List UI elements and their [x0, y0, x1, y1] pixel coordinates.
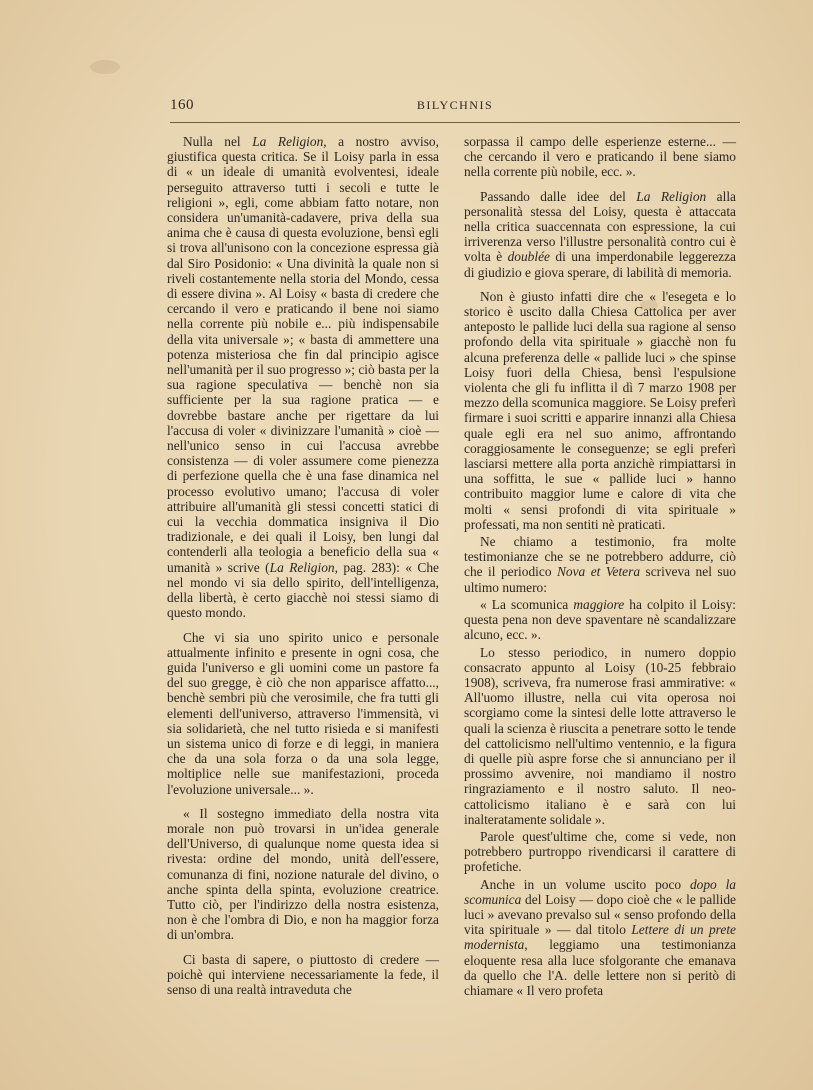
page-number: 160: [170, 97, 194, 113]
header-rule: [170, 122, 740, 123]
paragraph: sorpassa il campo delle esperienze esterne... — che cercando il vero e praticando il bene siamo nella corrente più nobile, ecc. ».: [464, 134, 736, 180]
paragraph: Ne chiamo a testimonio, fra molte testimonianze che se ne potrebbero addurre, ciò che il periodico Nova et Vetera scriveva nel suo ultimo numero:: [464, 534, 736, 595]
paragraph: « Il sostegno immediato della nostra vita morale non può trovarsi in un'idea generale dell'Universo, di qualunque nome questa idea si rivesta: ordine del mondo, unità dell'essere, comunanza di fini, nozione naturale del divino, o anche spinta della spinta, evoluzione creatrice. Tutto ciò, per l'indirizzo della nostra esistenza, non è che l'ombra di Dio, e non ha maggior forza di un'ombra.: [167, 805, 439, 943]
right-column: [464, 134, 736, 1007]
left-column: [167, 134, 439, 1006]
paragraph: Ci basta di sapere, o piuttosto di credere — poichè qui interviene necessariamente la fede, il senso di una realtà intraveduta che: [167, 951, 439, 997]
running-head: BILYCHNIS: [416, 98, 494, 112]
paragraph: Parole quest'ultime che, come si vede, non potrebbero purtroppo rivendicarsi il carattere di profetiche.: [464, 828, 736, 875]
page-header: [170, 97, 740, 119]
paragraph: Lo stesso periodico, in numero doppio consacrato appunto al Loisy (10-25 febbraio 1908), scriveva, fra numerose frasi ammirative: « All'uomo illustre, nella cui vita operosa noi scorgiamo come la sintesi delle lotte attraverso le quali la scienza è riuscita a penetrare sotto le tende del cattolicismo nell'ultimo ventennio, e la figura di quelle più aspre forse che si annunciano per il prossimo avvenire, noi mandiamo il nostro ringraziamento e il nostro saluto. Il neo-cattolicismo italiano è e sarà con lui inalteratamente solidale ».: [464, 644, 736, 827]
paragraph: Non è giusto infatti dire che « l'esegeta e lo storico è uscito dalla Chiesa Cattolica per aver anteposto le pallide luci della sua ragione al senso profondo della vita spirituale » giacchè non fu alcuna preferenza delle « pallide luci » che spinse Loisy fuori della Chiesa, bensì l'espulsione violenta che gli fu inflitta il dì 7 marzo 1908 per mezzo della scomunica maggiore. Se Loisy preferì firmare i suoi scritti e apparire innanzi alla Chiesa quale egli era nel suo animo, affrontando coraggiosamente le conseguenze; se egli preferì lasciarsi mettere alla porta anzichè rimpiattarsi in una soffitta, le sue « pallide luci » hanno contribuito maggior lume e calore di vita che molti « sensi profondi di vita spirituale » professati, ma non sentiti nè praticati.: [464, 288, 736, 532]
paragraph: Passando dalle idee del La Religion alla personalità stessa del Loisy, questa è attaccata nella critica suaccennata con espressione, la cui irriverenza verso l'illustre personalità contro cui è volta è doublée di una imperdonabile leggerezza di giudizio e giova sperare, di labilità di memoria.: [464, 188, 736, 280]
paragraph: Che vi sia uno spirito unico e personale attualmente infinito e presente in ogni cosa, che guida l'universo e gli uomini come un pastore fa del suo gregge, è ciò che non apparisce affatto..., benchè sembri più che verosimile, che fra tutti gli elementi dell'universo, attraverso l'immensità, vi sia solidarietà, che nel tutto risieda e si manifesti un sistema unico di forze e di leggi, in maniera che da una sola forza o da una sola legge, moltiplice nelle sue manifestazioni, proceda l'evoluzione universale... ».: [167, 629, 439, 797]
paper-stain: [90, 60, 120, 74]
paragraph: Anche in un volume uscito poco dopo la scomunica del Loisy — dopo cioè che « le pallide luci » avevano prevalso sul « senso profondo della vita spirituale » — dal titolo Lettere di un prete modernista, leggiamo una testimonianza eloquente resa alla luce sfolgorante che emanava da quello che l'A. delle lettere non si peritò di chiamare « Il vero profeta: [464, 876, 737, 998]
paragraph: Nulla nel La Religion, a nostro avviso, giustifica questa critica. Se il Loisy parla in essa di « un ideale di umanità evolventesi, ideale perseguito attraverso tutti i secoli e tutte le religioni », egli, come abbiam fatto notare, non considera un'umanità-cadavere, priva della sua anima che è causa di questa evoluzione, bensì egli si trova all'unisono con la concezione espressa già dal Siro Posidonio: « Una divinità la quale non si riveli costantemente nella storia del Mondo, cessa di essere divina ». Al Loisy « basta di credere che cercando il vero e praticando il bene noi siamo nella corrente più nobile e... più indispensabile della vita universale »; « basta di ammettere una potenza misteriosa che fin dal principio agisce nell'umanità per il suo progresso »; ciò basta per la sua ragione speculativa — benchè non sia sufficiente per la sua ragione pratica — e dovrebbe bastare anche per rigettare da lui l'accusa di voler « divinizzare l'umanità » cioè — nell'unico senso in cui l'accusa avrebbe consistenza — di voler assumere come pienezza di perfezione quella che è una fase dinamica nel processo evolutivo umano; l'accusa di voler attribuire all'umanità gli stessi concetti statici di cui la vecchia dommatica insigniva il Dio tradizionale, e dei quali il Loisy, ben lungi dal contenderli alla teologia a beneficio della sua « umanità » scrive (La Religion, pag. 283): « Che nel mondo vi sia dello spirito, dell'intelligenza, della libertà, è certo giacchè noi stessi siamo di questo mondo.: [167, 134, 440, 621]
quotation: « La scomunica maggiore ha colpito il Loisy: questa pena non deve spaventare nè scandalizzare alcuno, ecc. ».: [464, 596, 736, 643]
